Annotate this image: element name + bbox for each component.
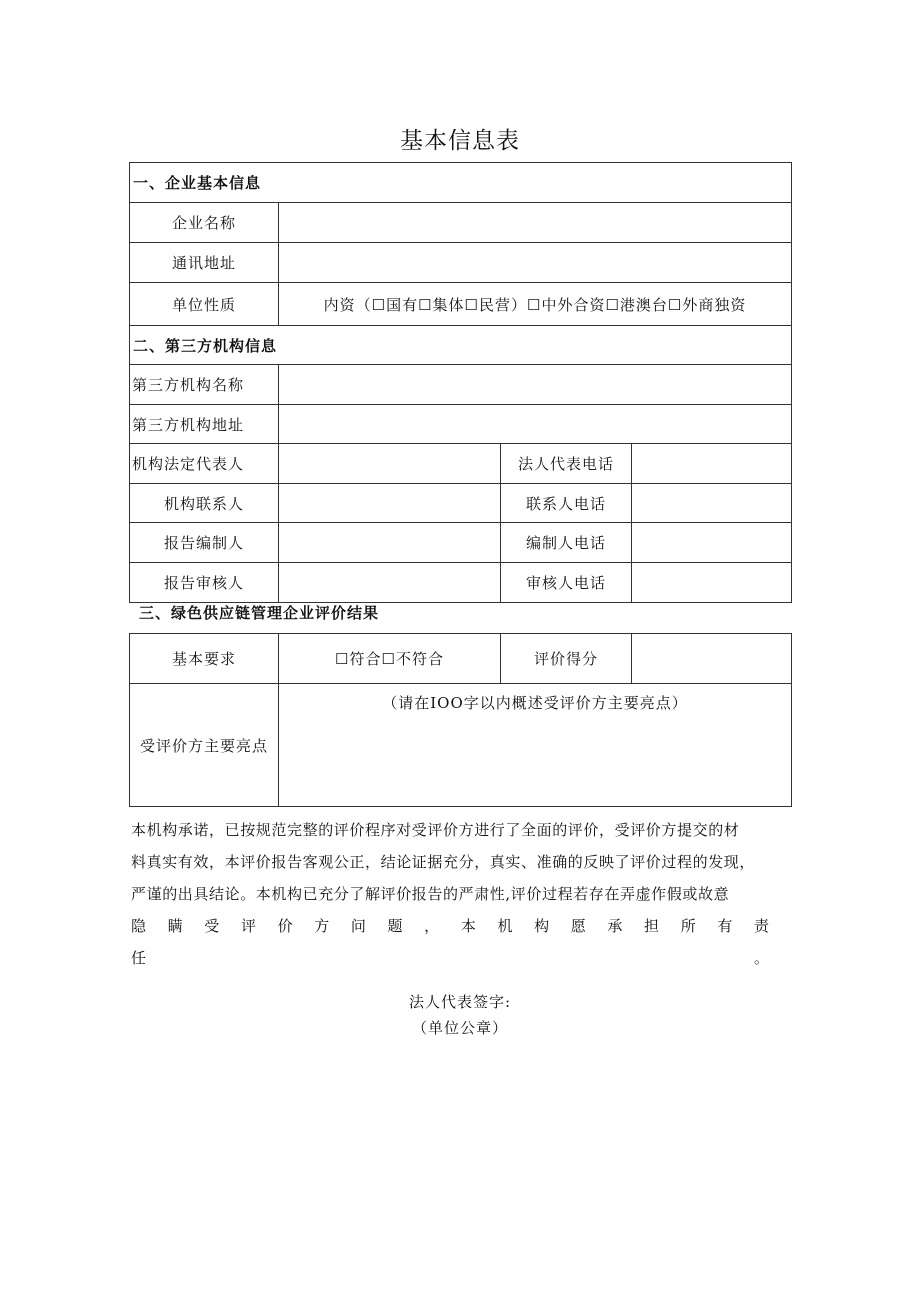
org-name-field[interactable] <box>279 365 792 405</box>
highlights-label: 受评价方主要亮点 <box>130 684 279 807</box>
legal-rep-phone-label: 法人代表电话 <box>501 444 632 484</box>
company-name-label: 企业名称 <box>130 203 279 243</box>
commitment-paragraph <box>131 814 789 974</box>
reviewer-label: 报告审核人 <box>130 563 279 603</box>
reviewer-phone-field[interactable] <box>632 563 792 603</box>
contact-label: 机构联系人 <box>130 484 279 523</box>
compiler-phone-field[interactable] <box>632 523 792 563</box>
compiler-phone-label: 编制人电话 <box>501 523 632 563</box>
org-name-label: 第三方机构名称 <box>130 365 279 405</box>
address-label: 通讯地址 <box>130 243 279 283</box>
legal-rep-label: 机构法定代表人 <box>130 444 279 484</box>
contact-phone-label: 联系人电话 <box>501 484 632 523</box>
score-label: 评价得分 <box>501 634 632 684</box>
company-seal-label: （单位公章） <box>411 1019 508 1037</box>
contact-field[interactable] <box>279 484 501 523</box>
commitment-line: 隐瞒受评价方问题，本机构愿承担所有责任。 <box>131 917 789 967</box>
contact-phone-field[interactable] <box>632 484 792 523</box>
reviewer-field[interactable] <box>279 563 501 603</box>
page-title: 基本信息表 <box>400 128 520 154</box>
section-heading-third-party: 二、第三方机构信息 <box>130 326 792 365</box>
company-name-field[interactable] <box>279 203 792 243</box>
score-field[interactable] <box>632 634 792 684</box>
nature-label: 单位性质 <box>130 283 279 326</box>
reviewer-phone-label: 审核人电话 <box>501 563 632 603</box>
section-heading-enterprise: 一、企业基本信息 <box>130 163 792 203</box>
org-address-field[interactable] <box>279 405 792 444</box>
commitment-line: 料真实有效，本评价报告客观公正，结论证据充分，真实、准确的反映了评价过程的发现， <box>131 853 756 871</box>
basic-req-options[interactable]: ☐符合☐不符合 <box>279 634 501 684</box>
compiler-label: 报告编制人 <box>130 523 279 563</box>
commitment-line: 严谨的出具结论。本机构已充分了解评价报告的严肃性,评价过程若存在弄虚作假或故意 <box>131 885 730 903</box>
evaluation-table <box>129 633 792 807</box>
legal-rep-phone-field[interactable] <box>632 444 792 484</box>
address-field[interactable] <box>279 243 792 283</box>
legal-rep-field[interactable] <box>279 444 501 484</box>
org-address-label: 第三方机构地址 <box>130 405 279 444</box>
highlights-field[interactable]: （请在IOO字以内概述受评价方主要亮点） <box>279 684 792 807</box>
nature-options[interactable]: 内资（☐国有☐集体☐民营）☐中外合资☐港澳台☐外商独资 <box>279 283 792 326</box>
compiler-field[interactable] <box>279 523 501 563</box>
basic-req-label: 基本要求 <box>130 634 279 684</box>
commitment-line: 本机构承诺，已按规范完整的评价程序对受评价方进行了全面的评价，受评价方提交的材 <box>131 821 740 839</box>
basic-info-table <box>129 162 792 603</box>
section-heading-evaluation: 三、绿色供应链管理企业评价结果 <box>139 604 380 622</box>
legal-rep-signature-label: 法人代表签字: <box>408 993 512 1011</box>
